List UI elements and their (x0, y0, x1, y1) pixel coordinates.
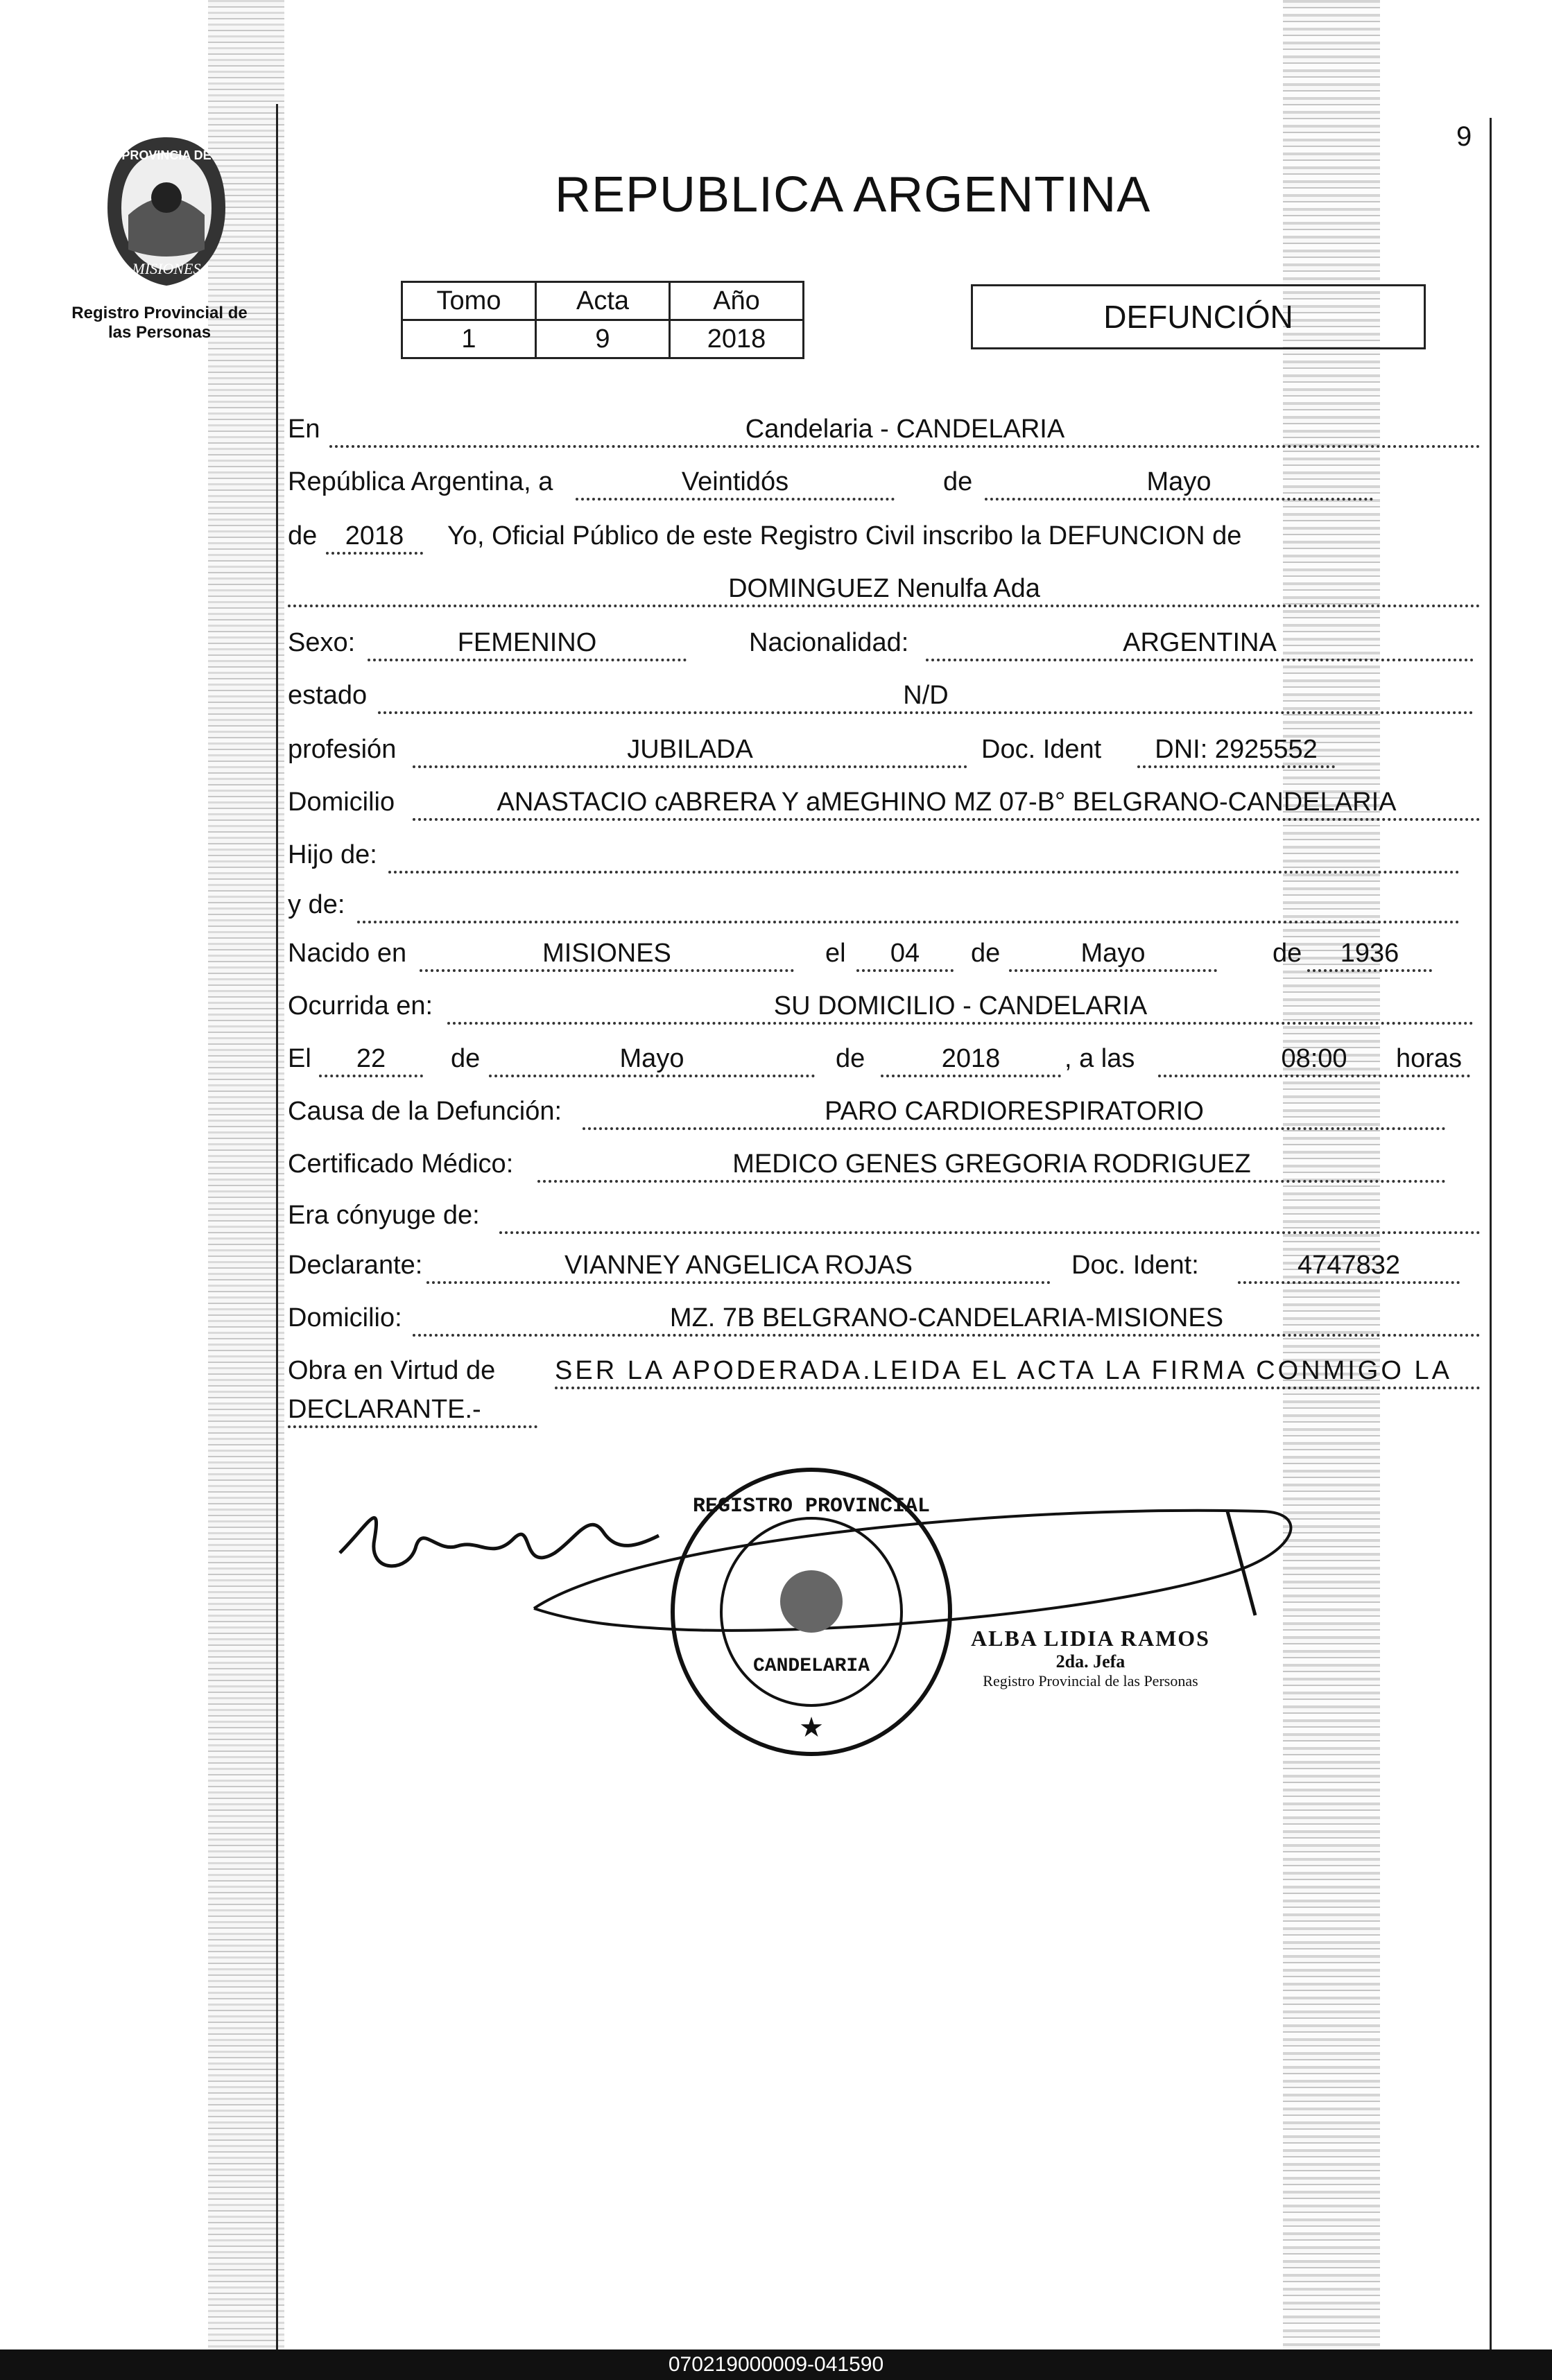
en-label: En (288, 415, 320, 444)
row-causa (288, 1097, 1481, 1138)
table-value-acta: 9 (536, 320, 670, 358)
row-nacido (288, 939, 1481, 980)
birth-year-field: 1936 (1307, 939, 1432, 972)
row-death-date (288, 1044, 1481, 1086)
table-value-ano: 2018 (670, 320, 804, 358)
nacido-field: MISIONES (420, 939, 794, 972)
death-year-field: 2018 (881, 1044, 1061, 1077)
svg-text:★: ★ (799, 1712, 824, 1743)
record-type-box (971, 284, 1426, 349)
domicilio-label: Domicilio (288, 788, 395, 817)
cert-field: MEDICO GENES GREGORIA RODRIGUEZ (537, 1149, 1446, 1183)
causa-field: PARO CARDIORESPIRATORIO (583, 1097, 1446, 1130)
row-hijo (288, 840, 1481, 882)
estado-field: N/D (378, 681, 1474, 714)
table-header-ano: Año (670, 282, 804, 320)
causa-label: Causa de la Defunción: (288, 1097, 562, 1126)
document-code: 070219000009-041590 (0, 2349, 1552, 2380)
domicilio2-label: Domicilio: (288, 1303, 402, 1332)
birth-day-field: 04 (856, 939, 954, 972)
birth-month-field: Mayo (1009, 939, 1217, 972)
declarante-field: VIANNEY ANGELICA ROJAS (426, 1251, 1051, 1284)
obra-field-line1: SER LA APODERADA.LEIDA EL ACTA LA FIRMA CONMIGO LA (555, 1356, 1481, 1389)
nacionalidad-label: Nacionalidad: (749, 628, 909, 657)
conyuge-label: Era cónyuge de: (288, 1201, 480, 1230)
year-field: 2018 (326, 521, 423, 555)
alas-label: , a las (1064, 1044, 1135, 1073)
margin-line-left (276, 104, 278, 2380)
scan-noise-left (208, 0, 284, 2380)
seal-text-top: PROVINCIA DE (121, 148, 212, 162)
doc2-field: 4747832 (1238, 1251, 1460, 1284)
obra-field-line2: DECLARANTE.- (288, 1395, 537, 1428)
conyuge-field (499, 1201, 1481, 1234)
death-month-field: Mayo (489, 1044, 815, 1077)
row-conyuge (288, 1201, 1481, 1242)
row-estado (288, 681, 1481, 722)
sexo-label: Sexo: (288, 628, 356, 657)
official-office: Registro Provincial de las Personas (983, 1672, 1198, 1690)
horas-label: horas (1396, 1044, 1463, 1073)
page-title: REPUBLICA ARGENTINA (555, 167, 1151, 223)
delegation-stamp (666, 1463, 957, 1761)
sexo-field: FEMENINO (368, 628, 687, 661)
provincial-seal (97, 132, 236, 291)
row-profesion (288, 735, 1481, 776)
official-signature-block (971, 1626, 1210, 1690)
stamp-center-text: CANDELARIA (752, 1656, 870, 1677)
place-field: Candelaria - CANDELARIA (329, 415, 1481, 448)
yde-label: y de: (288, 890, 345, 919)
official-role: 2da. Jefa (1055, 1651, 1126, 1671)
domicilio-field: ANASTACIO cABRERA Y aMEGHINO MZ 07-B° BELGRANO-CANDELARIA (413, 788, 1481, 821)
row-certificado (288, 1149, 1481, 1191)
estado-label: estado (288, 681, 368, 710)
doc-field: DNI: 2925552 (1137, 735, 1335, 768)
row-domicilio2 (288, 1303, 1481, 1345)
official-name: ALBA LIDIA RAMOS (971, 1626, 1210, 1651)
row-domicilio (288, 788, 1481, 829)
record-table (401, 281, 804, 359)
row-ocurrida (288, 991, 1481, 1033)
doc-label: Doc. Ident (981, 735, 1102, 764)
death-time-field: 08:00 (1158, 1044, 1470, 1077)
de6-label: de (836, 1044, 865, 1073)
ocurrida-label: Ocurrida en: (288, 991, 433, 1020)
row-en (288, 415, 1481, 456)
registry-label: Registro Provincial de las Personas (71, 304, 248, 342)
profesion-label: profesión (288, 735, 397, 764)
nacionalidad-field: ARGENTINA (926, 628, 1474, 661)
table-header-acta: Acta (536, 282, 670, 320)
svg-text:REGISTRO PROVINCIAL: REGISTRO PROVINCIAL (692, 1495, 931, 1518)
record-type: DEFUNCIÓN (1103, 299, 1293, 335)
hijo-label: Hijo de: (288, 840, 377, 869)
table-value-tomo: 1 (402, 320, 536, 358)
de2-label: de (288, 521, 318, 550)
de3-label: de (971, 939, 1001, 968)
row-name (288, 574, 1481, 616)
obra-label: Obra en Virtud de (288, 1356, 496, 1385)
deceased-name-field: DOMINGUEZ Nenulfa Ada (288, 574, 1481, 607)
yde-field (357, 890, 1460, 923)
de5-label: de (451, 1044, 481, 1073)
declarante-label: Declarante: (288, 1251, 423, 1280)
domicilio2-field: MZ. 7B BELGRANO-CANDELARIA-MISIONES (413, 1303, 1481, 1337)
row-obra-2 (288, 1395, 1481, 1436)
table-header-tomo: Tomo (402, 282, 536, 320)
month-field: Mayo (985, 467, 1373, 501)
inscribe-text: Yo, Oficial Público de este Registro Civil inscribo la DEFUNCION de (447, 521, 1242, 550)
row-obra (288, 1356, 1481, 1398)
row-sexo (288, 628, 1481, 670)
seal-text-bottom: MISIONES (132, 260, 201, 277)
de4-label: de (1273, 939, 1302, 968)
margin-line-right (1490, 118, 1492, 2350)
el-label: el (825, 939, 846, 968)
death-day-field: 22 (319, 1044, 423, 1077)
hijo-field (388, 840, 1460, 874)
doc2-label: Doc. Ident: (1071, 1251, 1199, 1280)
el2-label: El (288, 1044, 311, 1073)
row-date (288, 467, 1481, 509)
row-yde (288, 890, 1481, 932)
de-label: de (943, 467, 973, 496)
page-number: 9 (1456, 121, 1472, 152)
ocurrida-field: SU DOMICILIO - CANDELARIA (447, 991, 1474, 1025)
republica-label: República Argentina, a (288, 467, 553, 496)
cert-label: Certificado Médico: (288, 1149, 514, 1179)
row-declarante (288, 1251, 1481, 1292)
row-inscribe (288, 521, 1481, 563)
profesion-field: JUBILADA (413, 735, 967, 768)
day-words-field: Veintidós (576, 467, 895, 501)
nacido-label: Nacido en (288, 939, 407, 968)
